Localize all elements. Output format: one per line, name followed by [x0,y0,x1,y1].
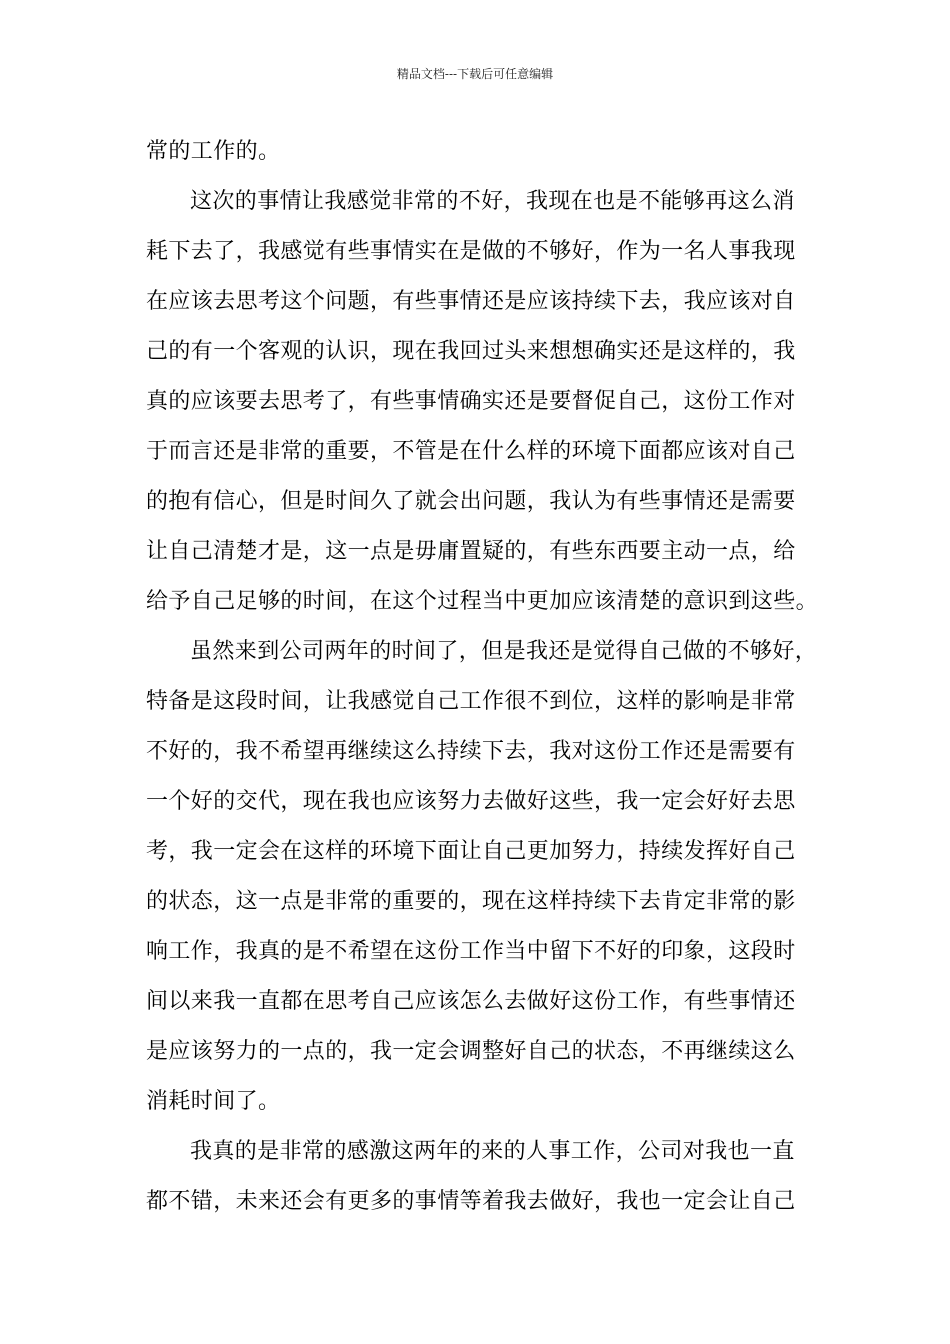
text-line: 耗下去了，我感觉有些事情实在是做的不够好，作为一名人事我现 [146,239,796,264]
text-line: 在应该去思考这个问题，有些事情还是应该持续下去，我应该对自 [146,289,796,314]
text-line: 常的工作的。 [146,139,281,164]
text-line: 的状态，这一点是非常的重要的，现在这样持续下去肯定非常的影 [146,889,796,914]
text-line: 是应该努力的一点的，我一定会调整好自己的状态，不再继续这么 [146,1039,796,1064]
document-body [146,127,826,1227]
text-line: 己的有一个客观的认识，现在我回过头来想想确实还是这样的，我 [146,339,796,364]
text-line: 都不错，未来还会有更多的事情等着我去做好，我也一定会让自己 [146,1189,796,1214]
text-line: 给予自己足够的时间，在这个过程当中更加应该清楚的意识到这些。 [146,589,819,614]
paragraph-first-line: 这次的事情让我感觉非常的不好，我现在也是不能够再这么消 [190,189,795,214]
text-line: 响工作，我真的是不希望在这份工作当中留下不好的印象，这段时 [146,939,796,964]
text-line: 间以来我一直都在思考自己应该怎么去做好这份工作，有些事情还 [146,989,796,1014]
text-line: 不好的，我不希望再继续这么持续下去，我对这份工作还是需要有 [146,739,796,764]
paragraph-first-line: 虽然来到公司两年的时间了，但是我还是觉得自己做的不够好， [190,639,818,664]
text-line: 特备是这段时间，让我感觉自己工作很不到位，这样的影响是非常 [146,689,796,714]
paragraph-first-line: 我真的是非常的感激这两年的来的人事工作，公司对我也一直 [190,1139,795,1164]
text-line: 一个好的交代，现在我也应该努力去做好这些，我一定会好好去思 [146,789,796,814]
text-line: 真的应该要去思考了，有些事情确实还是要督促自己，这份工作对 [146,389,796,414]
text-line: 让自己清楚才是，这一点是毋庸置疑的，有些东西要主动一点，给 [146,539,796,564]
text-line: 于而言还是非常的重要，不管是在什么样的环境下面都应该对自己 [146,439,796,464]
text-line: 的抱有信心，但是时间久了就会出问题，我认为有些事情还是需要 [146,489,796,514]
page-header: 精品文档---下载后可任意编辑 [396,67,554,81]
text-line: 消耗时间了。 [146,1089,281,1114]
text-line: 考，我一定会在这样的环境下面让自己更加努力，持续发挥好自己 [146,839,796,864]
